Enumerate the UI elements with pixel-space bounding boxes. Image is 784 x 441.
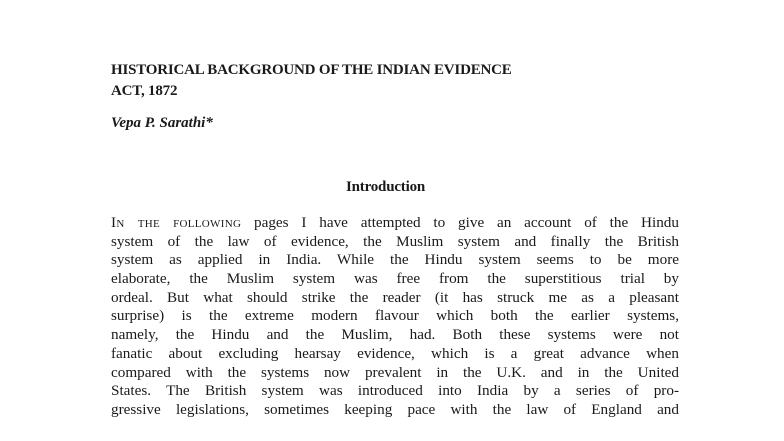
body-line: surprise) is the extreme modern flavour which both the earlier systems,	[111, 307, 679, 325]
body-line: system of the law of evidence, the Muslim system and finally the British	[111, 232, 679, 250]
body-line-text: pages I have attempted to give an account of the Hindu	[241, 214, 679, 231]
body-paragraph	[111, 214, 679, 420]
article-title-line-2: ACT, 1872	[111, 83, 178, 99]
lead-in-smallcaps: In the following	[111, 214, 242, 231]
article-title-line-1: HISTORICAL BACKGROUND OF THE INDIAN EVIDENCE	[111, 62, 512, 78]
body-line: fanatic about excluding hearsay evidence, which is a great advance when	[111, 344, 679, 362]
body-line	[111, 214, 679, 233]
article-title	[111, 60, 711, 102]
body-line: compared with the systems now prevalent in the U.K. and in the United	[111, 363, 679, 381]
body-line: namely, the Hindu and the Muslim, had. Both these systems were not	[111, 326, 679, 344]
section-heading: Introduction	[346, 179, 426, 195]
body-line: gressive legislations, sometimes keeping pace with the law of England and	[111, 400, 679, 418]
body-line: elaborate, the Muslim system was free from the superstitious trial by	[111, 270, 679, 288]
body-line: ordeal. But what should strike the reader (it has struck me as a pleasant	[111, 288, 679, 306]
body-line: States. The British system was introduced into India by a series of pro-	[111, 382, 679, 400]
body-line: system as applied in India. While the Hindu system seems to be more	[111, 251, 679, 269]
author-name: Vepa P. Sarathi*	[111, 115, 213, 131]
